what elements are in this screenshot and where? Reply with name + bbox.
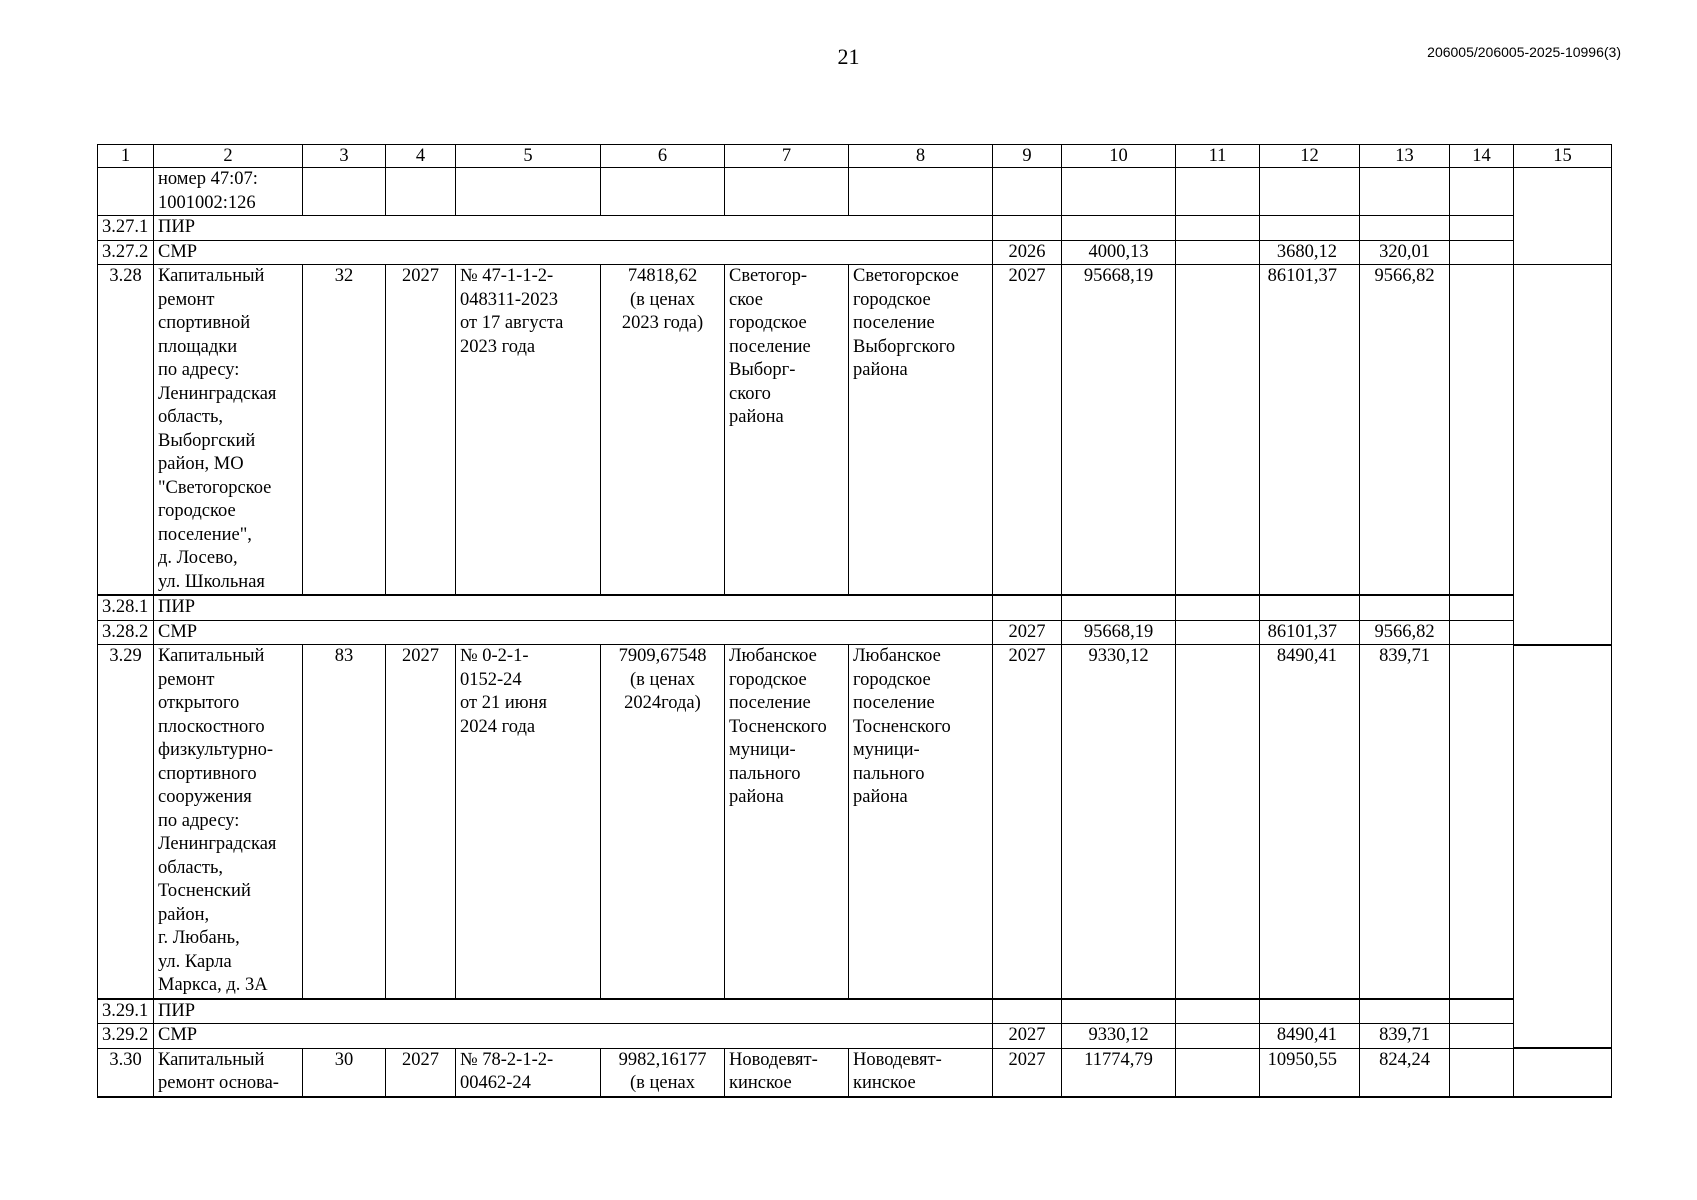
table-row bbox=[98, 1024, 1612, 1049]
cell-number: 3.30 bbox=[98, 1048, 154, 1097]
cell-capacity: 83 bbox=[303, 645, 386, 999]
cell-total bbox=[1062, 999, 1176, 1024]
column-header-11: 11 bbox=[1176, 145, 1260, 168]
cell-expertise: № 0-2-1- 0152-24 от 21 июня 2024 года bbox=[456, 645, 601, 999]
cell-total: 4000,13 bbox=[1062, 240, 1176, 265]
cell-year: 2027 bbox=[993, 620, 1062, 645]
cell-year bbox=[993, 999, 1062, 1024]
cell-col14 bbox=[1450, 265, 1514, 596]
table-row bbox=[98, 216, 1612, 241]
cell-col11 bbox=[1176, 216, 1260, 241]
cell-estimate: 74818,62 (в ценах 2023 года) bbox=[601, 265, 725, 596]
column-header-13: 13 bbox=[1360, 145, 1450, 168]
cell-col15 bbox=[1514, 265, 1612, 645]
document-code: 206005/206005-2025-10996(3) bbox=[1427, 44, 1621, 60]
cell-recipient: Новодевят- кинское bbox=[849, 1048, 993, 1097]
cell-empty bbox=[1260, 168, 1360, 216]
table-row bbox=[98, 1048, 1612, 1097]
column-header-5: 5 bbox=[456, 145, 601, 168]
cell-year bbox=[993, 595, 1062, 620]
cell-col15 bbox=[1514, 645, 1612, 1049]
cell-number: 3.29.2 bbox=[98, 1024, 154, 1049]
table-row bbox=[98, 999, 1612, 1024]
cell-customer: Любанское городское поселение Тосненского муници- пального района bbox=[725, 645, 849, 999]
cell-number: 3.28.1 bbox=[98, 595, 154, 620]
cell-number: 3.28.2 bbox=[98, 620, 154, 645]
cell-col14 bbox=[1450, 645, 1514, 999]
cell-stage-label: СМР bbox=[154, 240, 993, 265]
cell-empty bbox=[1360, 168, 1450, 216]
column-header-6: 6 bbox=[601, 145, 725, 168]
cell-empty bbox=[1062, 168, 1176, 216]
cell-regional: 8490,41 bbox=[1260, 645, 1360, 999]
table-row bbox=[98, 240, 1612, 265]
cell-empty bbox=[993, 168, 1062, 216]
cell-completion-year: 2027 bbox=[386, 265, 456, 596]
column-header-8: 8 bbox=[849, 145, 993, 168]
cell-empty bbox=[849, 168, 993, 216]
cell-total: 9330,12 bbox=[1062, 1024, 1176, 1049]
cell-col14 bbox=[1450, 240, 1514, 265]
cell-estimate: 7909,67548 (в ценах 2024года) bbox=[601, 645, 725, 999]
cell-completion-year: 2027 bbox=[386, 645, 456, 999]
cell-local: 839,71 bbox=[1360, 1024, 1450, 1049]
cell-number: 3.29.1 bbox=[98, 999, 154, 1024]
cell-col11 bbox=[1176, 999, 1260, 1024]
cell-number: 3.28 bbox=[98, 265, 154, 596]
cell-local bbox=[1360, 999, 1450, 1024]
cell-empty bbox=[1176, 168, 1260, 216]
cell-empty bbox=[1450, 168, 1514, 216]
table-row bbox=[98, 645, 1612, 999]
table-row bbox=[98, 168, 1612, 216]
cell-empty bbox=[601, 168, 725, 216]
cell-col11 bbox=[1176, 620, 1260, 645]
cell-customer: Светогор- ское городское поселение Выборг- ского района bbox=[725, 265, 849, 596]
cell-local bbox=[1360, 216, 1450, 241]
cell-empty bbox=[303, 168, 386, 216]
column-header-10: 10 bbox=[1062, 145, 1176, 168]
cell-regional: 3680,12 bbox=[1260, 240, 1360, 265]
cell-regional: 10950,55 bbox=[1260, 1048, 1360, 1097]
cell-expertise: № 78-2-1-2- 00462-24 bbox=[456, 1048, 601, 1097]
column-header-9: 9 bbox=[993, 145, 1062, 168]
cell-year: 2027 bbox=[993, 1024, 1062, 1049]
cell-object-name: номер 47:07: 1001002:126 bbox=[154, 168, 303, 216]
cell-regional: 86101,37 bbox=[1260, 265, 1360, 596]
cell-total bbox=[1062, 216, 1176, 241]
cell-col14 bbox=[1450, 595, 1514, 620]
cell-stage-label: СМР bbox=[154, 620, 993, 645]
cell-total bbox=[1062, 595, 1176, 620]
cell-regional bbox=[1260, 999, 1360, 1024]
header-row bbox=[98, 145, 1612, 168]
column-header-12: 12 bbox=[1260, 145, 1360, 168]
cell-col15 bbox=[1514, 1048, 1612, 1097]
cell-col11 bbox=[1176, 1048, 1260, 1097]
cell-local: 9566,82 bbox=[1360, 620, 1450, 645]
cell-stage-label: ПИР bbox=[154, 999, 993, 1024]
cell-col11 bbox=[1176, 1024, 1260, 1049]
cell-capacity: 32 bbox=[303, 265, 386, 596]
cell-stage-label: ПИР bbox=[154, 595, 993, 620]
column-header-2: 2 bbox=[154, 145, 303, 168]
cell-col11 bbox=[1176, 595, 1260, 620]
cell-regional: 86101,37 bbox=[1260, 620, 1360, 645]
cell-year: 2027 bbox=[993, 645, 1062, 999]
cell-regional bbox=[1260, 216, 1360, 241]
cell-total: 9330,12 bbox=[1062, 645, 1176, 999]
cell-total: 95668,19 bbox=[1062, 265, 1176, 596]
cell-capacity: 30 bbox=[303, 1048, 386, 1097]
table-row bbox=[98, 265, 1612, 596]
cell-estimate: 9982,16177 (в ценах bbox=[601, 1048, 725, 1097]
column-header-1: 1 bbox=[98, 145, 154, 168]
cell-empty bbox=[725, 168, 849, 216]
page-number: 21 bbox=[837, 44, 860, 69]
cell-col14 bbox=[1450, 1024, 1514, 1049]
column-header-4: 4 bbox=[386, 145, 456, 168]
cell-col15 bbox=[1514, 168, 1612, 265]
table-row bbox=[98, 620, 1612, 645]
cell-customer: Новодевят- кинское bbox=[725, 1048, 849, 1097]
cell-object-name: Капитальный ремонт основа- bbox=[154, 1048, 303, 1097]
column-header-14: 14 bbox=[1450, 145, 1514, 168]
cell-year bbox=[993, 216, 1062, 241]
cell-col11 bbox=[1176, 265, 1260, 596]
cell-number bbox=[98, 168, 154, 216]
cell-local: 9566,82 bbox=[1360, 265, 1450, 596]
cell-year: 2027 bbox=[993, 265, 1062, 596]
cell-local: 839,71 bbox=[1360, 645, 1450, 999]
cell-col11 bbox=[1176, 645, 1260, 999]
cell-regional: 8490,41 bbox=[1260, 1024, 1360, 1049]
cell-object-name: Капитальный ремонт открытого плоскостного физкультурно- спортивного сооружения по адресу: Ленинградская область, Тосненский район, г. Любань, ул. Карла Маркса, д. 3А bbox=[154, 645, 303, 999]
table-row bbox=[98, 595, 1612, 620]
table-body bbox=[98, 145, 1612, 1097]
cell-stage-label: ПИР bbox=[154, 216, 993, 241]
cell-empty bbox=[386, 168, 456, 216]
cell-object-name: Капитальный ремонт спортивной площадки по адресу: Ленинградская область, Выборгский район, МО "Светогорское городское поселение", д. Лосево, ул. Школьная bbox=[154, 265, 303, 596]
cell-col14 bbox=[1450, 999, 1514, 1024]
column-header-7: 7 bbox=[725, 145, 849, 168]
cell-number: 3.27.1 bbox=[98, 216, 154, 241]
cell-local bbox=[1360, 595, 1450, 620]
cell-year: 2027 bbox=[993, 1048, 1062, 1097]
column-header-3: 3 bbox=[303, 145, 386, 168]
cell-local: 320,01 bbox=[1360, 240, 1450, 265]
cell-recipient: Светогорское городское поселение Выборгского района bbox=[849, 265, 993, 596]
cell-number: 3.29 bbox=[98, 645, 154, 999]
cell-local: 824,24 bbox=[1360, 1048, 1450, 1097]
cell-year: 2026 bbox=[993, 240, 1062, 265]
cell-number: 3.27.2 bbox=[98, 240, 154, 265]
cell-regional bbox=[1260, 595, 1360, 620]
cell-col14 bbox=[1450, 620, 1514, 645]
cell-total: 95668,19 bbox=[1062, 620, 1176, 645]
cell-stage-label: СМР bbox=[154, 1024, 993, 1049]
cell-total: 11774,79 bbox=[1062, 1048, 1176, 1097]
cell-col14 bbox=[1450, 1048, 1514, 1097]
cell-recipient: Любанское городское поселение Тосненского муници- пального района bbox=[849, 645, 993, 999]
cell-expertise: № 47-1-1-2- 048311-2023 от 17 августа 2023 года bbox=[456, 265, 601, 596]
cell-completion-year: 2027 bbox=[386, 1048, 456, 1097]
cell-col11 bbox=[1176, 240, 1260, 265]
cell-empty bbox=[456, 168, 601, 216]
column-header-15: 15 bbox=[1514, 145, 1612, 168]
cell-col14 bbox=[1450, 216, 1514, 241]
program-table bbox=[97, 144, 1612, 1098]
